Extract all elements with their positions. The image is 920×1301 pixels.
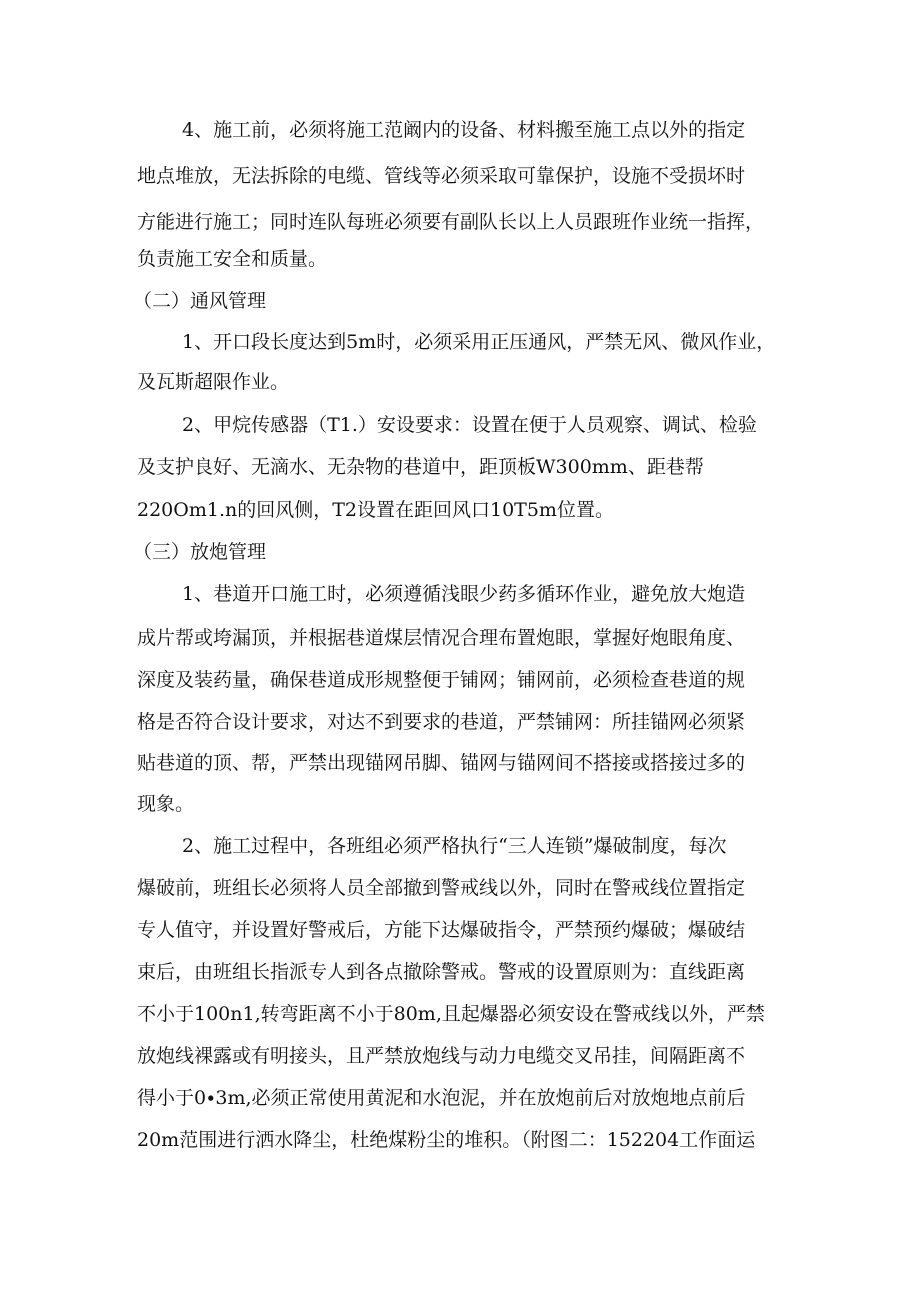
blasting-item-2-line-3: 专人值守，并设置好警戒后，方能下达爆破指令，严禁预约爆破；爆破结 <box>137 919 746 941</box>
paragraph-4-line-3: 方能进行施工；同时连队每班必须要有副队长以上人员跟班作业统一指挥， <box>137 211 765 233</box>
ventilation-item-1-line-2: 及瓦斯超限作业。 <box>137 371 290 393</box>
blasting-item-1-line-6: 现象。 <box>137 793 195 815</box>
section-heading-ventilation: （二）通风管理 <box>133 290 267 312</box>
blasting-item-2-line-1: 2、施工过程中，各班组必须严格执行“三人连锁”爆破制度，每次 <box>182 835 727 857</box>
blasting-item-2-line-5: 不小于100n1,转弯距离不小于80m,且起爆器必须安设在警戒线以外，严禁 <box>137 1003 765 1025</box>
blasting-item-2-line-7: 得小于0∙3m,必须正常使用黄泥和水泡泥，并在放炮前后对放炮地点前后 <box>137 1087 746 1109</box>
blasting-item-2-line-8: 20m范围进行洒水降尘，杜绝煤粉尘的堆积。（附图二：152204工作面运 <box>137 1129 756 1151</box>
paragraph-4-line-1: 4、施工前，必须将施工范阚内的设备、材料搬至施工点以外的指定 <box>182 119 746 141</box>
blasting-item-1-line-2: 成片帮或垮漏顶，并根据巷道煤层情况合理布置炮眼，掌握好炮眼角度、 <box>137 627 746 649</box>
blasting-item-2-line-6: 放炮线裸露或有明接头，且严禁放炮线与动力电缆交叉吊挂，间隔距离不 <box>137 1045 746 1067</box>
blasting-item-2-line-4: 束后，由班组长指派专人到各点撤除警戒。警戒的设置原则为：直线距离 <box>137 961 746 983</box>
blasting-item-1-line-4: 格是否符合设计要求，对达不到要求的巷道，严禁铺网：所挂锚网必须紧 <box>137 711 746 733</box>
ventilation-item-1-line-1: 1、开口段长度达到5m时，必须采用正压通风，严禁无风、微风作业， <box>182 331 776 353</box>
blasting-item-2-line-2: 爆破前，班组长必须将人员全部撤到警戒线以外，同时在警戒线位置指定 <box>137 877 746 899</box>
ventilation-item-2-line-2: 及支护良好、无滴水、无杂物的巷道中，距顶板W300mm、距巷帮 <box>137 456 704 478</box>
ventilation-item-2-line-3: 220Om1.n的回风侧，T2设置在距回风口10T5m位置。 <box>137 499 614 521</box>
ventilation-item-2-line-1: 2、甲烷传感器（T1.）安设要求：设置在便于人员观察、调试、检验 <box>182 414 757 436</box>
paragraph-4-line-4: 负责施工安全和质量。 <box>137 248 328 270</box>
paragraph-4-line-2: 地点堆放，无法拆除的电缆、管线等必须采取可靠保护，设施不受损坏时 <box>137 165 746 187</box>
blasting-item-1-line-5: 贴巷道的顶、帮，严禁出现锚网吊脚、锚网与锚网间不搭接或搭接过多的 <box>137 752 746 774</box>
section-heading-blasting: （三）放炮管理 <box>133 541 267 563</box>
blasting-item-1-line-1: 1、巷道开口施工时，必须遵循浅眼少药多循环作业，避免放大炮造 <box>182 583 746 605</box>
blasting-item-1-line-3: 深度及装药量，确保巷道成形规整便于铺网；铺网前，必须检查巷道的规 <box>137 669 746 691</box>
